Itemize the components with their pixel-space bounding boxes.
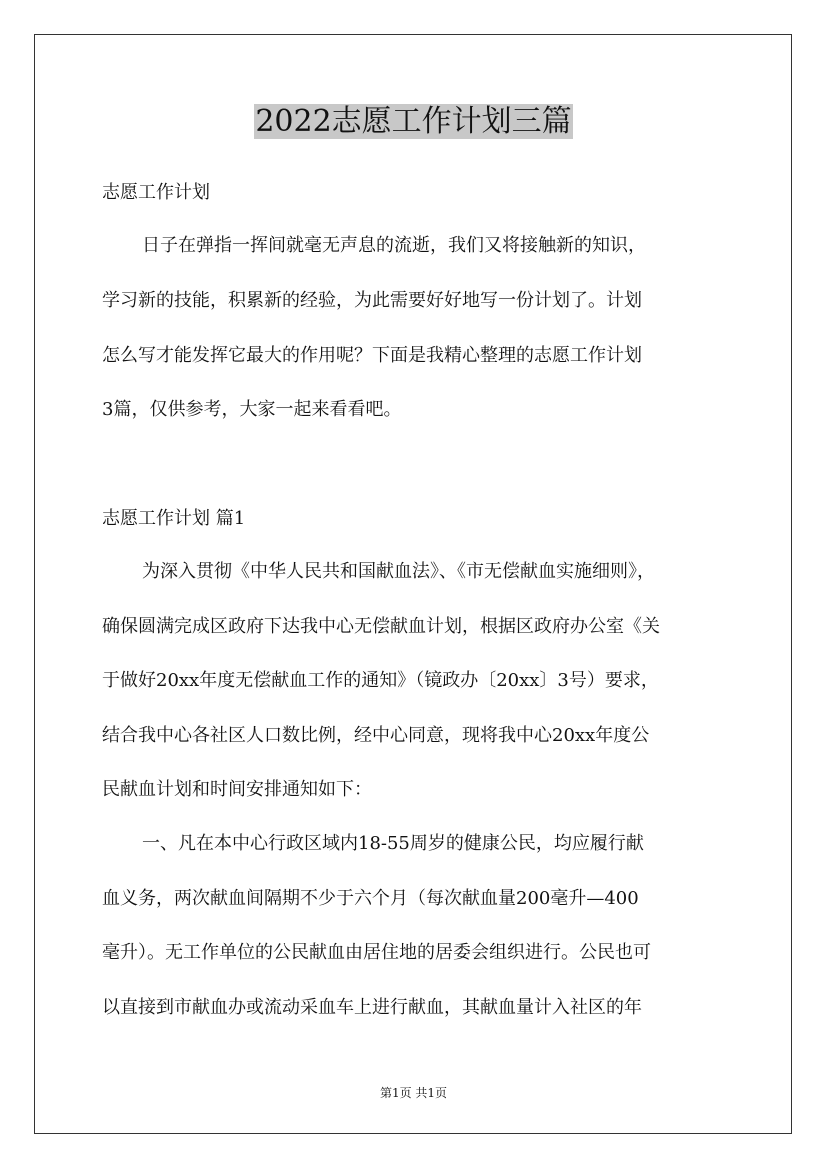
body-line: 民献血计划和时间安排通知如下：: [102, 779, 372, 800]
intro-heading: 志愿工作计划: [102, 182, 210, 203]
section1-heading: 志愿工作计划 篇1: [102, 508, 246, 529]
body-line: 血义务，两次献血间隔期不少于六个月（每次献血量200毫升—400: [102, 888, 639, 909]
body-line: 确保圆满完成区政府下达我中心无偿献血计划，根据区政府办公室《关: [102, 616, 660, 637]
intro-line: 怎么写才能发挥它最大的作用呢？下面是我精心整理的志愿工作计划: [102, 345, 642, 366]
body-line: 于做好20xx年度无偿献血工作的通知》（镜政办〔20xx〕3号）要求，: [102, 670, 659, 691]
body-line: 毫升）。无工作单位的公民献血由居住地的居委会组织进行。公民也可: [102, 942, 651, 963]
intro-line: 日子在弹指一挥间就毫无声息的流逝，我们又将接触新的知识，: [142, 235, 646, 256]
intro-line: 3篇，仅供参考，大家一起来看看吧。: [102, 399, 402, 420]
body-line: 以直接到市献血办或流动采血车上进行献血，其献血量计入社区的年: [102, 997, 642, 1018]
page-footer: 第1页 共1页: [379, 1086, 448, 1100]
intro-line: 学习新的技能，积累新的经验，为此需要好好地写一份计划了。计划: [102, 290, 642, 311]
body-line: 一、凡在本中心行政区域内18-55周岁的健康公民，均应履行献: [142, 833, 644, 854]
body-line: 结合我中心各社区人口数比例，经中心同意，现将我中心20xx年度公: [102, 725, 650, 746]
document-title: 2022志愿工作计划三篇: [255, 104, 572, 139]
body-line: 为深入贯彻《中华人民共和国献血法》、《市无偿献血实施细则》，: [142, 561, 655, 582]
